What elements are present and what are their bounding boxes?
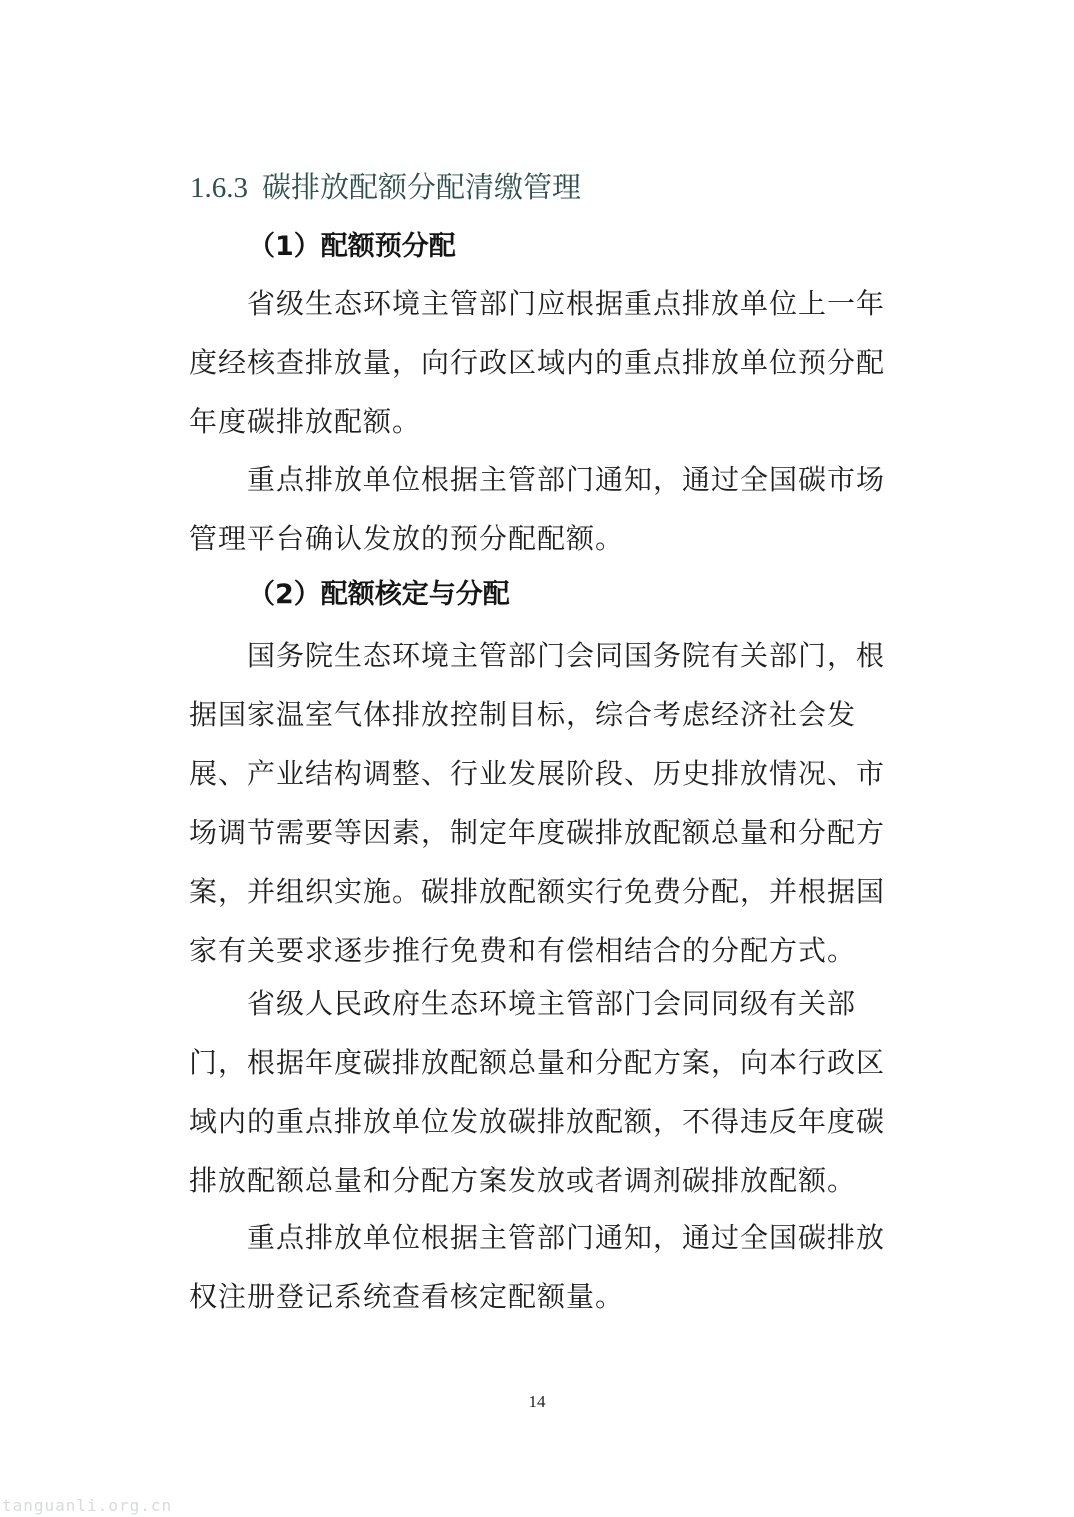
paragraph: 重点排放单位根据主管部门通知，通过全国碳排放权注册登记系统查看核定配额量。	[189, 1221, 886, 1313]
paragraph: 省级生态环境主管部门应根据重点排放单位上一年度经核查排放量，向行政区域内的重点排放单位预分配年度碳排放配额。	[189, 287, 886, 438]
paragraph: 省级人民政府生态环境主管部门会同同级有关部门，根据年度碳排放配额总量和分配方案，向本行政区域内的重点排放单位发放碳排放配额，不得违反年度碳排放配额总量和分配方案发放或者调剂碳排放配额。	[189, 987, 886, 1197]
subsection-heading-1: （1）配额预分配	[248, 231, 456, 262]
section-title: 碳排放配额分配清缴管理	[262, 170, 582, 204]
section-heading	[190, 168, 581, 207]
paragraph: 重点排放单位根据主管部门通知，通过全国碳市场管理平台确认发放的预分配配额。	[189, 463, 886, 555]
page-number: 14	[528, 1392, 546, 1411]
paragraph: 国务院生态环境主管部门会同国务院有关部门，根据国家温室气体排放控制目标，综合考虑经济社会发展、产业结构调整、行业发展阶段、历史排放情况、市场调节需要等因素，制定年度碳排放配额总量和分配方案，并组织实施。碳排放配额实行免费分配，并根据国家有关要求逐步推行免费和有偿相结合的分配方式。	[189, 639, 886, 967]
section-number: 1.6.3	[190, 172, 248, 204]
subsection-heading-2: （2）配额核定与分配	[248, 579, 510, 610]
watermark: tanguanli.org.cn	[2, 1496, 173, 1515]
